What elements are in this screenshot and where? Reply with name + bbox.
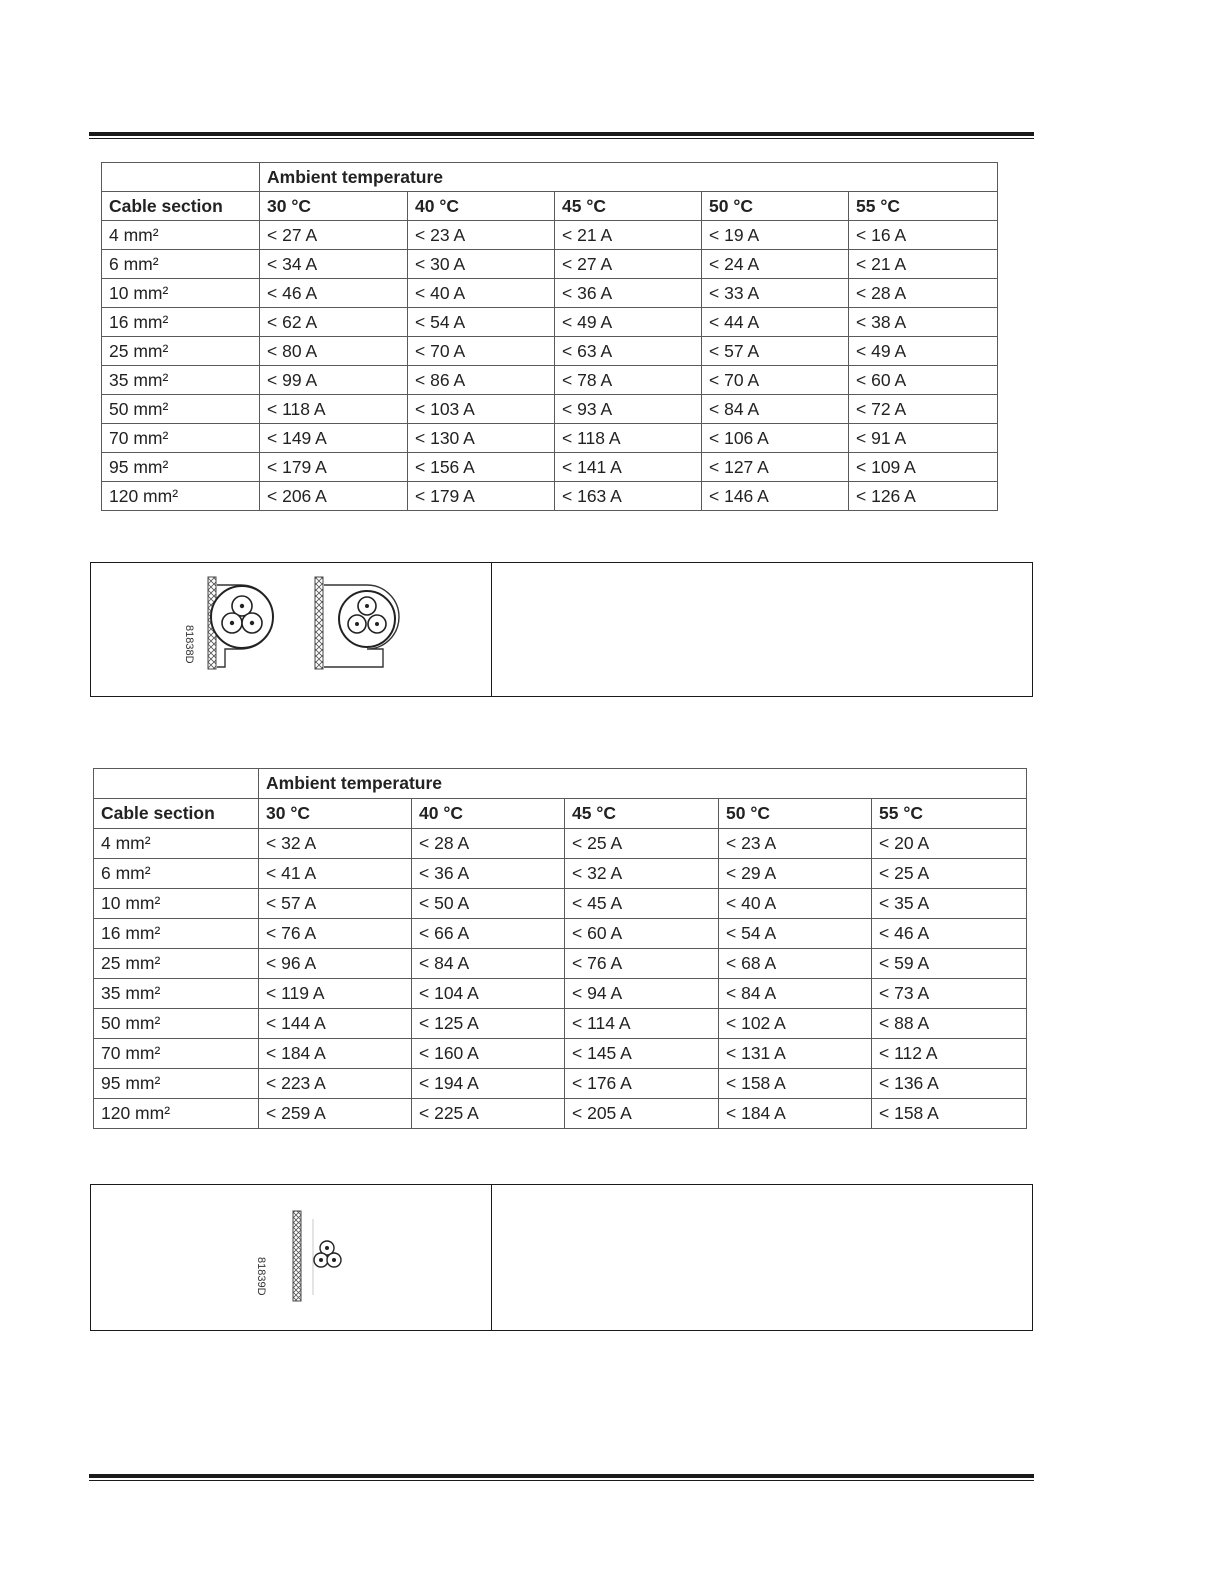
current-limit-cell: < 27 A bbox=[260, 221, 408, 250]
table-row bbox=[102, 221, 998, 250]
current-limit-cell: < 62 A bbox=[260, 308, 408, 337]
table-row bbox=[102, 308, 998, 337]
current-limit-cell: < 68 A bbox=[719, 949, 872, 979]
corner-cell bbox=[102, 163, 260, 192]
current-limit-cell: < 24 A bbox=[702, 250, 849, 279]
current-limit-cell: < 91 A bbox=[849, 424, 998, 453]
current-limit-cell: < 50 A bbox=[412, 889, 565, 919]
current-limit-cell: < 184 A bbox=[259, 1039, 412, 1069]
current-limit-cell: < 63 A bbox=[555, 337, 702, 366]
current-limit-cell: < 158 A bbox=[872, 1099, 1027, 1129]
current-limit-cell: < 66 A bbox=[412, 919, 565, 949]
current-limit-cell: < 46 A bbox=[872, 919, 1027, 949]
cable-section-cell: 50 mm² bbox=[94, 1009, 259, 1039]
current-limit-cell: < 96 A bbox=[259, 949, 412, 979]
cable-section-cell: 25 mm² bbox=[102, 337, 260, 366]
table-row bbox=[94, 979, 1027, 1009]
table-row bbox=[102, 453, 998, 482]
current-limit-cell: < 46 A bbox=[260, 279, 408, 308]
current-limit-cell: < 118 A bbox=[555, 424, 702, 453]
trefoil-cables-on-wall-figure bbox=[91, 1185, 491, 1329]
current-limit-cell: < 76 A bbox=[259, 919, 412, 949]
cable-section-cell: 95 mm² bbox=[102, 453, 260, 482]
current-limit-cell: < 99 A bbox=[260, 366, 408, 395]
current-limit-cell: < 93 A bbox=[555, 395, 702, 424]
temp-column-header: 45 °C bbox=[555, 192, 702, 221]
current-limit-cell: < 130 A bbox=[408, 424, 555, 453]
description-cell bbox=[492, 563, 1032, 696]
cable-section-cell: 16 mm² bbox=[94, 919, 259, 949]
current-limit-cell: < 259 A bbox=[259, 1099, 412, 1129]
table-row bbox=[94, 1009, 1027, 1039]
current-limit-cell: < 84 A bbox=[412, 949, 565, 979]
current-limit-cell: < 127 A bbox=[702, 453, 849, 482]
current-limit-cell: < 40 A bbox=[719, 889, 872, 919]
table-row bbox=[102, 395, 998, 424]
current-limit-cell: < 146 A bbox=[702, 482, 849, 511]
cable-section-cell: 16 mm² bbox=[102, 308, 260, 337]
current-limit-cell: < 104 A bbox=[412, 979, 565, 1009]
ambient-temperature-header: Ambient temperature bbox=[259, 769, 1027, 799]
current-limit-cell: < 36 A bbox=[412, 859, 565, 889]
current-limit-cell: < 73 A bbox=[872, 979, 1027, 1009]
cable-section-cell: 10 mm² bbox=[94, 889, 259, 919]
current-limit-cell: < 49 A bbox=[555, 308, 702, 337]
table-row bbox=[102, 250, 998, 279]
current-limit-cell: < 136 A bbox=[872, 1069, 1027, 1099]
current-limit-cell: < 109 A bbox=[849, 453, 998, 482]
temp-column-header: 40 °C bbox=[412, 799, 565, 829]
current-limit-cell: < 88 A bbox=[872, 1009, 1027, 1039]
current-limit-cell: < 223 A bbox=[259, 1069, 412, 1099]
current-limit-cell: < 205 A bbox=[565, 1099, 719, 1129]
current-limit-cell: < 21 A bbox=[555, 221, 702, 250]
current-limit-cell: < 94 A bbox=[565, 979, 719, 1009]
current-limit-cell: < 160 A bbox=[412, 1039, 565, 1069]
cable-section-cell: 25 mm² bbox=[94, 949, 259, 979]
current-limit-cell: < 184 A bbox=[719, 1099, 872, 1129]
current-limit-cell: < 141 A bbox=[555, 453, 702, 482]
cable-section-cell: 4 mm² bbox=[102, 221, 260, 250]
current-limit-cell: < 20 A bbox=[872, 829, 1027, 859]
ampacity-table-2 bbox=[93, 768, 1027, 1129]
installation-figure-box-1 bbox=[90, 562, 1033, 697]
cable-section-cell: 120 mm² bbox=[102, 482, 260, 511]
table-row bbox=[102, 366, 998, 395]
current-limit-cell: < 119 A bbox=[259, 979, 412, 1009]
current-limit-cell: < 49 A bbox=[849, 337, 998, 366]
current-limit-cell: < 114 A bbox=[565, 1009, 719, 1039]
current-limit-cell: < 126 A bbox=[849, 482, 998, 511]
current-limit-cell: < 25 A bbox=[565, 829, 719, 859]
current-limit-cell: < 144 A bbox=[259, 1009, 412, 1039]
table-row bbox=[102, 337, 998, 366]
current-limit-cell: < 35 A bbox=[872, 889, 1027, 919]
current-limit-cell: < 206 A bbox=[260, 482, 408, 511]
current-limit-cell: < 16 A bbox=[849, 221, 998, 250]
current-limit-cell: < 36 A bbox=[555, 279, 702, 308]
table-row bbox=[94, 919, 1027, 949]
current-limit-cell: < 57 A bbox=[259, 889, 412, 919]
current-limit-cell: < 32 A bbox=[565, 859, 719, 889]
table-row bbox=[94, 1099, 1027, 1129]
current-limit-cell: < 27 A bbox=[555, 250, 702, 279]
current-limit-cell: < 179 A bbox=[260, 453, 408, 482]
current-limit-cell: < 76 A bbox=[565, 949, 719, 979]
current-limit-cell: < 54 A bbox=[408, 308, 555, 337]
current-limit-cell: < 118 A bbox=[260, 395, 408, 424]
current-limit-cell: < 179 A bbox=[408, 482, 555, 511]
current-limit-cell: < 158 A bbox=[719, 1069, 872, 1099]
figure-code: 81839D bbox=[255, 1257, 267, 1296]
temp-column-header: 40 °C bbox=[408, 192, 555, 221]
installation-figure-box-2 bbox=[90, 1184, 1033, 1331]
temp-column-header: 55 °C bbox=[872, 799, 1027, 829]
current-limit-cell: < 41 A bbox=[259, 859, 412, 889]
cable-section-cell: 95 mm² bbox=[94, 1069, 259, 1099]
current-limit-cell: < 28 A bbox=[849, 279, 998, 308]
current-limit-cell: < 28 A bbox=[412, 829, 565, 859]
figure-code: 81838D bbox=[183, 625, 195, 664]
current-limit-cell: < 84 A bbox=[702, 395, 849, 424]
footer-rule bbox=[89, 1474, 1034, 1481]
current-limit-cell: < 59 A bbox=[872, 949, 1027, 979]
cable-section-header: Cable section bbox=[94, 799, 259, 829]
temp-column-header: 30 °C bbox=[260, 192, 408, 221]
cable-section-cell: 35 mm² bbox=[94, 979, 259, 1009]
current-limit-cell: < 60 A bbox=[849, 366, 998, 395]
corner-cell bbox=[94, 769, 259, 799]
current-limit-cell: < 34 A bbox=[260, 250, 408, 279]
temp-column-header: 50 °C bbox=[702, 192, 849, 221]
table-row bbox=[94, 859, 1027, 889]
table-row bbox=[94, 1039, 1027, 1069]
current-limit-cell: < 112 A bbox=[872, 1039, 1027, 1069]
current-limit-cell: < 32 A bbox=[259, 829, 412, 859]
current-limit-cell: < 149 A bbox=[260, 424, 408, 453]
table-row bbox=[102, 279, 998, 308]
current-limit-cell: < 23 A bbox=[719, 829, 872, 859]
current-limit-cell: < 86 A bbox=[408, 366, 555, 395]
current-limit-cell: < 131 A bbox=[719, 1039, 872, 1069]
current-limit-cell: < 70 A bbox=[702, 366, 849, 395]
current-limit-cell: < 72 A bbox=[849, 395, 998, 424]
cable-section-header: Cable section bbox=[102, 192, 260, 221]
current-limit-cell: < 29 A bbox=[719, 859, 872, 889]
figure-cell bbox=[91, 563, 492, 696]
table-row bbox=[94, 889, 1027, 919]
current-limit-cell: < 25 A bbox=[872, 859, 1027, 889]
table-row bbox=[94, 1069, 1027, 1099]
current-limit-cell: < 78 A bbox=[555, 366, 702, 395]
current-limit-cell: < 40 A bbox=[408, 279, 555, 308]
current-limit-cell: < 176 A bbox=[565, 1069, 719, 1099]
current-limit-cell: < 45 A bbox=[565, 889, 719, 919]
current-limit-cell: < 103 A bbox=[408, 395, 555, 424]
figure-cell bbox=[91, 1185, 492, 1330]
temp-column-header: 50 °C bbox=[719, 799, 872, 829]
table-row bbox=[94, 949, 1027, 979]
current-limit-cell: < 30 A bbox=[408, 250, 555, 279]
description-cell bbox=[492, 1185, 1032, 1330]
cable-section-cell: 6 mm² bbox=[102, 250, 260, 279]
current-limit-cell: < 19 A bbox=[702, 221, 849, 250]
current-limit-cell: < 80 A bbox=[260, 337, 408, 366]
current-limit-cell: < 33 A bbox=[702, 279, 849, 308]
current-limit-cell: < 102 A bbox=[719, 1009, 872, 1039]
table-row bbox=[94, 829, 1027, 859]
current-limit-cell: < 163 A bbox=[555, 482, 702, 511]
cable-section-cell: 120 mm² bbox=[94, 1099, 259, 1129]
cable-clamped-to-wall-figure bbox=[91, 563, 491, 695]
current-limit-cell: < 54 A bbox=[719, 919, 872, 949]
current-limit-cell: < 225 A bbox=[412, 1099, 565, 1129]
cable-section-cell: 6 mm² bbox=[94, 859, 259, 889]
cable-section-cell: 10 mm² bbox=[102, 279, 260, 308]
table-row bbox=[102, 482, 998, 511]
cable-section-cell: 70 mm² bbox=[94, 1039, 259, 1069]
current-limit-cell: < 60 A bbox=[565, 919, 719, 949]
current-limit-cell: < 156 A bbox=[408, 453, 555, 482]
temp-column-header: 55 °C bbox=[849, 192, 998, 221]
table-row bbox=[102, 424, 998, 453]
cable-section-cell: 35 mm² bbox=[102, 366, 260, 395]
current-limit-cell: < 84 A bbox=[719, 979, 872, 1009]
cable-section-cell: 4 mm² bbox=[94, 829, 259, 859]
temp-column-header: 30 °C bbox=[259, 799, 412, 829]
ampacity-table-1 bbox=[101, 162, 998, 511]
current-limit-cell: < 57 A bbox=[702, 337, 849, 366]
current-limit-cell: < 125 A bbox=[412, 1009, 565, 1039]
ambient-temperature-header: Ambient temperature bbox=[260, 163, 998, 192]
current-limit-cell: < 21 A bbox=[849, 250, 998, 279]
cable-section-cell: 70 mm² bbox=[102, 424, 260, 453]
current-limit-cell: < 106 A bbox=[702, 424, 849, 453]
current-limit-cell: < 38 A bbox=[849, 308, 998, 337]
current-limit-cell: < 23 A bbox=[408, 221, 555, 250]
cable-section-cell: 50 mm² bbox=[102, 395, 260, 424]
current-limit-cell: < 145 A bbox=[565, 1039, 719, 1069]
header-rule bbox=[89, 132, 1034, 139]
current-limit-cell: < 194 A bbox=[412, 1069, 565, 1099]
current-limit-cell: < 44 A bbox=[702, 308, 849, 337]
current-limit-cell: < 70 A bbox=[408, 337, 555, 366]
temp-column-header: 45 °C bbox=[565, 799, 719, 829]
